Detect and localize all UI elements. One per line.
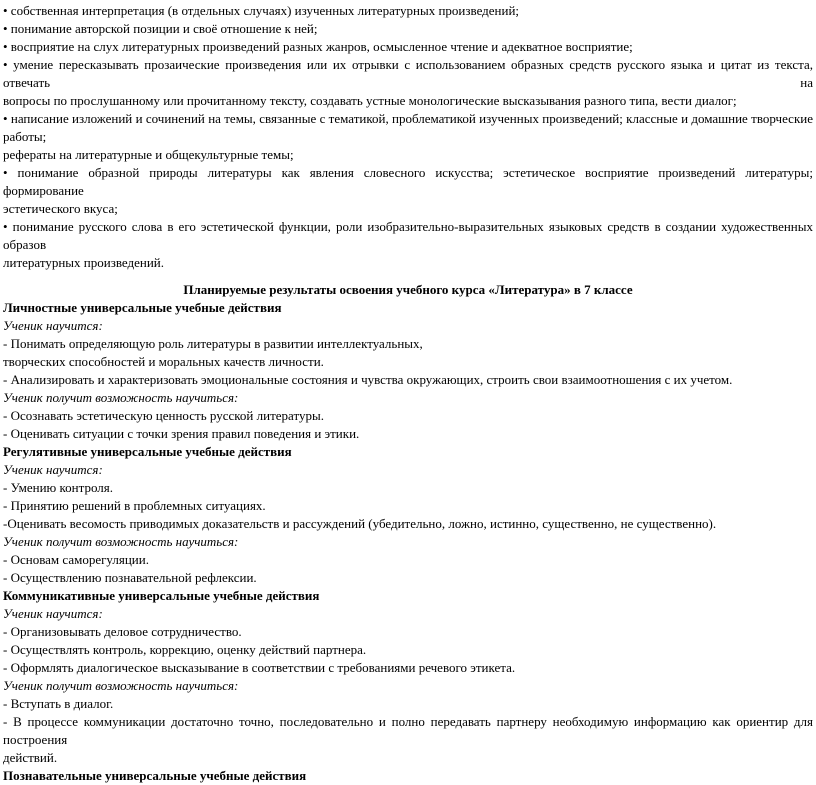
bullet-item: • понимание авторской позиции и своё отношение к ней; bbox=[3, 21, 318, 36]
list-item: - Умению контроля. bbox=[3, 480, 114, 495]
section-title: Коммуникативные универсальные учебные действия bbox=[3, 588, 320, 603]
learns-label: Ученик научится: bbox=[3, 606, 103, 621]
document-page bbox=[3, 2, 813, 785]
bullet-list bbox=[3, 2, 813, 272]
section-title: Регулятивные универсальные учебные действия bbox=[3, 444, 292, 459]
section-personal bbox=[3, 299, 813, 443]
list-item: - Понимать определяющую роль литературы в развитии интеллектуальных, bbox=[3, 336, 423, 351]
list-item: - Оценивать ситуации с точки зрения правил поведения и этики. bbox=[3, 426, 360, 441]
bullet-item: • написание изложений и сочинений на темы, связанные с тематикой, проблематикой изученных произведений; классные и домашние творческие работы; bbox=[3, 111, 813, 144]
may-learn-label: Ученик получит возможность научиться: bbox=[3, 390, 239, 405]
list-item: - Основам саморегуляции. bbox=[3, 552, 149, 567]
list-item: -Оценивать весомость приводимых доказательств и рассуждений (убедительно, ложно, истинно, существенно, не существенно). bbox=[3, 516, 717, 531]
list-item: - Организовывать деловое сотрудничество. bbox=[3, 624, 242, 639]
list-item: - Осознавать эстетическую ценность русской литературы. bbox=[3, 408, 324, 423]
list-item-continuation: действий. bbox=[3, 750, 58, 765]
bullet-item: • понимание русского слова в его эстетической функции, роли изобразительно-выразительных языковых средств в создании художественных образов bbox=[3, 219, 813, 252]
learns-label: Ученик научится: bbox=[3, 462, 103, 477]
list-item: - Принятию решений в проблемных ситуациях. bbox=[3, 498, 266, 513]
may-learn-label: Ученик получит возможность научиться: bbox=[3, 534, 239, 549]
section-title: Личностные универсальные учебные действия bbox=[3, 300, 282, 315]
section-title: Познавательные универсальные учебные действия bbox=[3, 768, 307, 783]
bullet-item: • умение пересказывать прозаические произведения или их отрывки с использованием образных средств русского языка и цитат из текста, отвечать на bbox=[3, 57, 813, 90]
bullet-item-continuation: вопросы по прослушанному или прочитанному тексту, создавать устные монологические высказывания разного типа, вести диалог; bbox=[3, 93, 737, 108]
list-item: - Оформлять диалогическое высказывание в соответствии с требованиями речевого этикета. bbox=[3, 660, 516, 675]
section-heading: Планируемые результаты освоения учебного курса «Литература» в 7 классе bbox=[183, 282, 633, 297]
list-item: творческих способностей и моральных качеств личности. bbox=[3, 354, 324, 369]
section-regulatory bbox=[3, 443, 813, 587]
bullet-item-continuation: литературных произведений. bbox=[3, 255, 164, 270]
list-item: - В процессе коммуникации достаточно точно, последовательно и полно передавать партнеру необходимую информацию как ориентир для построения bbox=[3, 714, 813, 747]
bullet-item-continuation: эстетического вкуса; bbox=[3, 201, 118, 216]
bullet-item: • восприятие на слух литературных произведений разных жанров, осмысленное чтение и адекватное восприятие; bbox=[3, 39, 633, 54]
bullet-item: • понимание образной природы литературы как явления словесного искусства; эстетическое восприятие произведений литературы; формирование bbox=[3, 165, 813, 198]
list-item: - Осуществлять контроль, коррекцию, оценку действий партнера. bbox=[3, 642, 367, 657]
list-item: - Вступать в диалог. bbox=[3, 696, 114, 711]
section-communicative bbox=[3, 587, 813, 767]
list-item: - Анализировать и характеризовать эмоциональные состояния и чувства окружающих, строить свои взаимоотношения с их учетом. bbox=[3, 372, 733, 387]
may-learn-label: Ученик получит возможность научиться: bbox=[3, 678, 239, 693]
bullet-item: • собственная интерпретация (в отдельных случаях) изученных литературных произведений; bbox=[3, 3, 520, 18]
bullet-item-continuation: рефераты на литературные и общекультурные темы; bbox=[3, 147, 294, 162]
learns-label: Ученик научится: bbox=[3, 318, 103, 333]
list-item: - Осуществлению познавательной рефлексии. bbox=[3, 570, 257, 585]
